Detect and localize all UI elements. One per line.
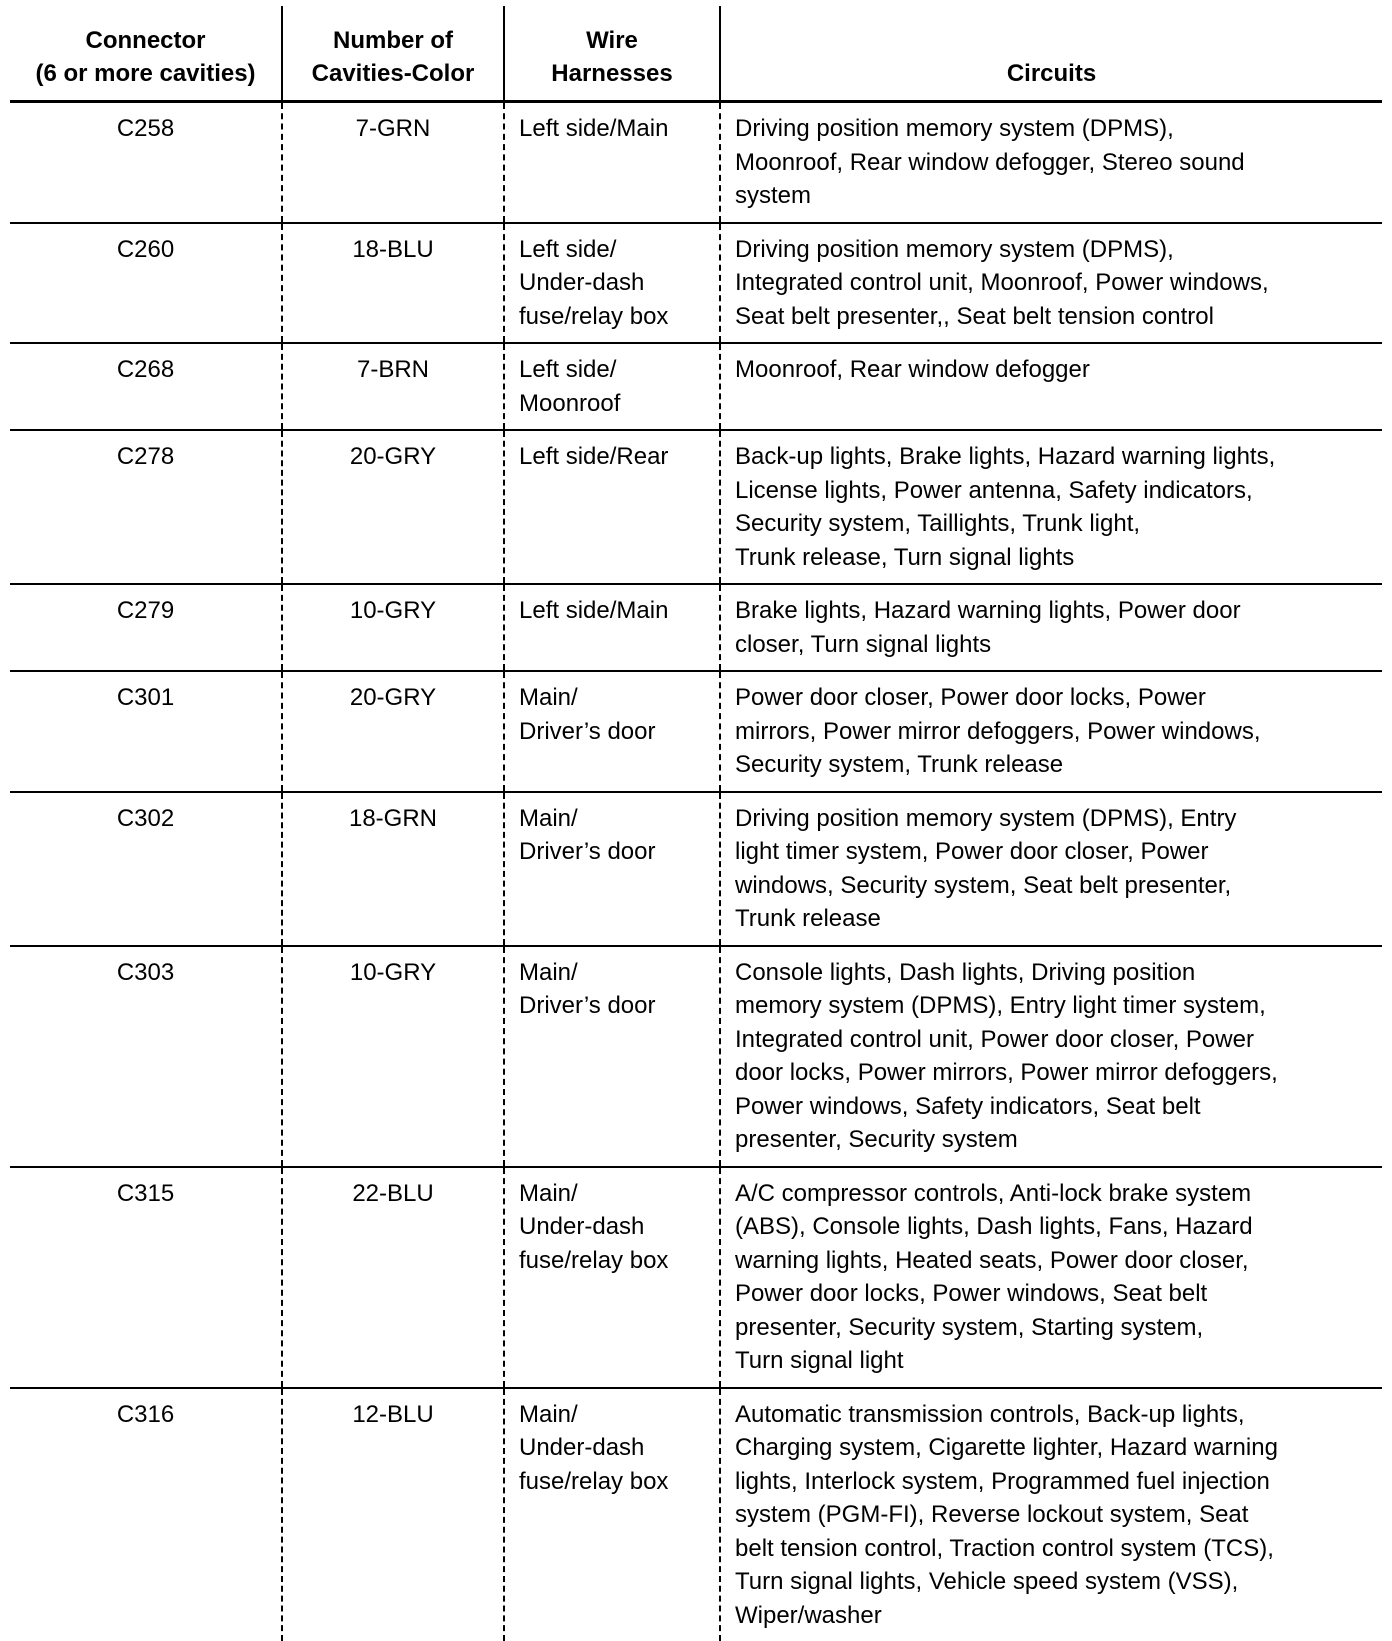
connector-table bbox=[10, 6, 1382, 1641]
cavities-cell: 10-GRY bbox=[282, 946, 504, 1167]
table-row bbox=[10, 430, 1382, 584]
harness-cell: Left side/Main bbox=[504, 584, 720, 671]
cavities-cell: 10-GRY bbox=[282, 584, 504, 671]
connector-cell: C315 bbox=[10, 1167, 282, 1388]
harness-cell: Main/ Driver’s door bbox=[504, 946, 720, 1167]
header-harness-line2: Harnesses bbox=[511, 57, 713, 90]
cavities-cell: 18-BLU bbox=[282, 223, 504, 344]
header-circuits-line1: Circuits bbox=[727, 57, 1376, 90]
harness-cell: Main/ Driver’s door bbox=[504, 792, 720, 946]
connector-cell: C278 bbox=[10, 430, 282, 584]
header-cavities-line1: Number of bbox=[289, 24, 497, 57]
connector-cell: C301 bbox=[10, 671, 282, 792]
table-row bbox=[10, 946, 1382, 1167]
circuits-cell: Back-up lights, Brake lights, Hazard warning lights, License lights, Power antenna, Safety indicators, Security system, Taillights, Trunk light, Trunk release, Turn signal lights bbox=[720, 430, 1382, 584]
header-harness-line1: Wire bbox=[511, 24, 713, 57]
circuits-cell: A/C compressor controls, Anti-lock brake system (ABS), Console lights, Dash lights, Fans, Hazard warning lights, Heated seats, Power door closer, Power door locks, Power windows, Seat belt presenter, Security system, Starting system, Turn signal light bbox=[720, 1167, 1382, 1388]
circuits-cell: Brake lights, Hazard warning lights, Power door closer, Turn signal lights bbox=[720, 584, 1382, 671]
connector-cell: C316 bbox=[10, 1388, 282, 1641]
table-row bbox=[10, 223, 1382, 344]
circuits-cell: Driving position memory system (DPMS), Integrated control unit, Moonroof, Power windows, Seat belt presenter,, Seat belt tension control bbox=[720, 223, 1382, 344]
harness-cell: Main/ Under-dash fuse/relay box bbox=[504, 1388, 720, 1641]
header-circuits bbox=[720, 6, 1382, 102]
connector-cell: C258 bbox=[10, 102, 282, 223]
table-row bbox=[10, 102, 1382, 223]
circuits-cell: Driving position memory system (DPMS), Moonroof, Rear window defogger, Stereo sound system bbox=[720, 102, 1382, 223]
table-row bbox=[10, 792, 1382, 946]
harness-cell: Left side/ Under-dash fuse/relay box bbox=[504, 223, 720, 344]
circuits-cell: Automatic transmission controls, Back-up lights, Charging system, Cigarette lighter, Hazard warning lights, Interlock system, Programmed fuel injection system (PGM-FI), Reverse lockout system, Seat belt tension control, Traction control system (TCS), Turn signal lights, Vehicle speed system (VSS), Wiper/washer bbox=[720, 1388, 1382, 1641]
table-row bbox=[10, 671, 1382, 792]
cavities-cell: 7-BRN bbox=[282, 343, 504, 430]
cavities-cell: 18-GRN bbox=[282, 792, 504, 946]
cavities-cell: 12-BLU bbox=[282, 1388, 504, 1641]
harness-cell: Left side/ Moonroof bbox=[504, 343, 720, 430]
connector-cell: C303 bbox=[10, 946, 282, 1167]
header-connector-line1: Connector bbox=[16, 24, 275, 57]
harness-cell: Left side/Main bbox=[504, 102, 720, 223]
header-cavities bbox=[282, 6, 504, 102]
cavities-cell: 7-GRN bbox=[282, 102, 504, 223]
harness-cell: Left side/Rear bbox=[504, 430, 720, 584]
table-row bbox=[10, 343, 1382, 430]
header-connector-line2: (6 or more cavities) bbox=[16, 57, 275, 90]
cavities-cell: 20-GRY bbox=[282, 671, 504, 792]
header-row bbox=[10, 6, 1382, 102]
circuits-cell: Power door closer, Power door locks, Power mirrors, Power mirror defoggers, Power windows, Security system, Trunk release bbox=[720, 671, 1382, 792]
cavities-cell: 22-BLU bbox=[282, 1167, 504, 1388]
header-harness bbox=[504, 6, 720, 102]
table-row bbox=[10, 1167, 1382, 1388]
cavities-cell: 20-GRY bbox=[282, 430, 504, 584]
circuits-cell: Console lights, Dash lights, Driving position memory system (DPMS), Entry light timer system, Integrated control unit, Power door closer, Power door locks, Power mirrors, Power mirror defoggers, Power windows, Safety indicators, Seat belt presenter, Security system bbox=[720, 946, 1382, 1167]
circuits-cell: Driving position memory system (DPMS), Entry light timer system, Power door closer, Power windows, Security system, Seat belt presenter, Trunk release bbox=[720, 792, 1382, 946]
header-connector bbox=[10, 6, 282, 102]
connector-cell: C302 bbox=[10, 792, 282, 946]
connector-cell: C268 bbox=[10, 343, 282, 430]
header-cavities-line2: Cavities-Color bbox=[289, 57, 497, 90]
circuits-cell: Moonroof, Rear window defogger bbox=[720, 343, 1382, 430]
harness-cell: Main/ Driver’s door bbox=[504, 671, 720, 792]
connector-cell: C279 bbox=[10, 584, 282, 671]
harness-cell: Main/ Under-dash fuse/relay box bbox=[504, 1167, 720, 1388]
table-row bbox=[10, 1388, 1382, 1641]
table-row bbox=[10, 584, 1382, 671]
connector-cell: C260 bbox=[10, 223, 282, 344]
